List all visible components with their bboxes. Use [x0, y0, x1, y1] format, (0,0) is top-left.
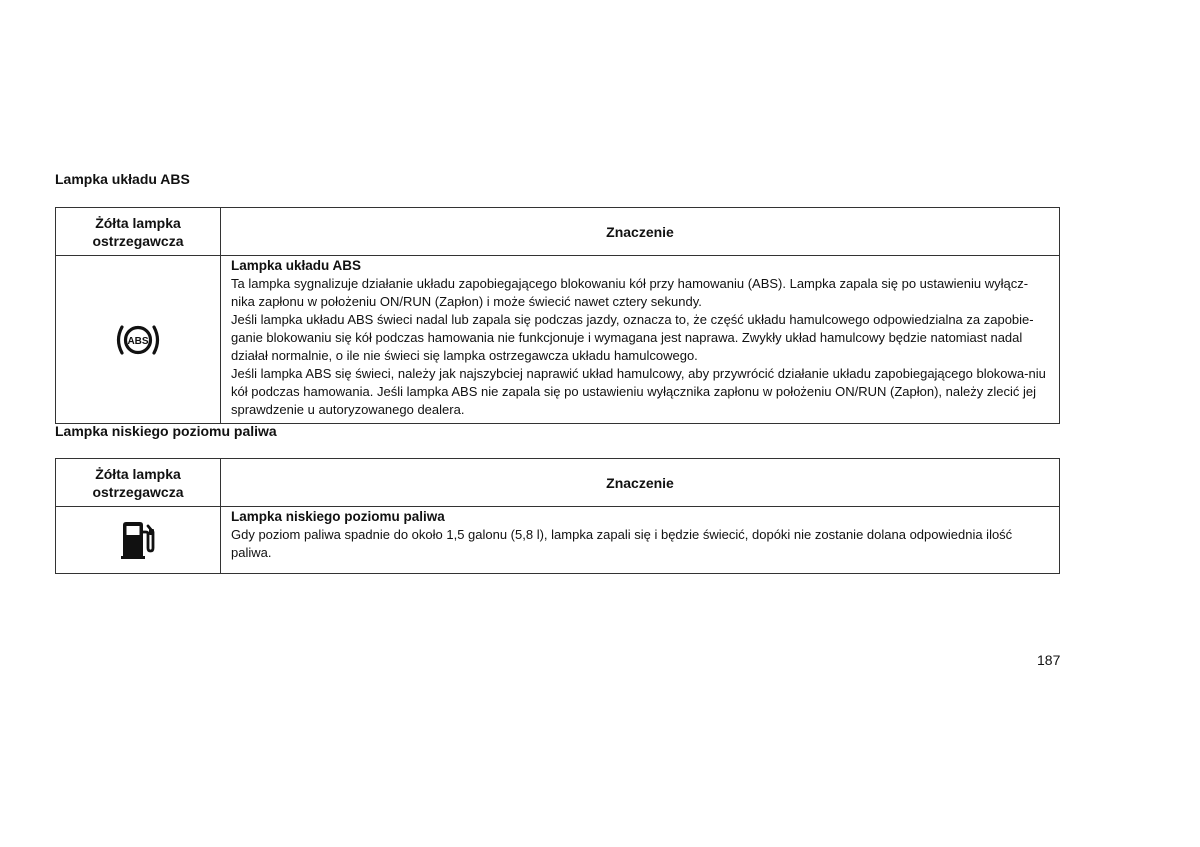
paragraph: Jeśli lampka ABS się świeci, należy jak najszybciej naprawić układ hamulcowy, aby przywrócić działanie układu zapobiegającego blokowa-niu kół podczas hamowania. Jeśli lampka ABS nie zapala się po ustawieniu wyłącznika zapłonu w położeniu ON/RUN (Zapłon), należy zlecić jej sprawdzenie u autoryzowanego dealera.	[231, 366, 1046, 417]
row-title-abs: Lampka układu ABS	[231, 258, 362, 273]
abs-description-cell	[221, 256, 1060, 424]
section-title-fuel: Lampka niskiego poziomu paliwa	[55, 423, 277, 439]
section-title-abs: Lampka układu ABS	[55, 171, 190, 187]
page-number: 187	[1037, 652, 1061, 668]
abs-icon-label: ABS	[127, 335, 149, 347]
header-meaning: Znaczenie	[221, 459, 1060, 507]
table-row	[56, 256, 1060, 424]
table-row	[56, 507, 1060, 574]
fuel-description-cell	[221, 507, 1060, 574]
row-title-fuel: Lampka niskiego poziomu paliwa	[231, 509, 445, 524]
header-meaning: Znaczenie	[221, 208, 1060, 256]
fuel-lamp-table	[55, 458, 1060, 574]
icon-cell	[56, 256, 221, 424]
header-warning-lamp: Żółta lampka ostrzegawcza	[56, 459, 221, 507]
abs-warning-icon	[114, 323, 162, 357]
table-header-row	[56, 208, 1060, 256]
table-header-row	[56, 459, 1060, 507]
paragraph: Jeśli lampka układu ABS świeci nadal lub zapala się podczas jazdy, oznacza to, że część układu hamulcowego odpowiedzialna za zapobie-ganie blokowaniu się kół podczas hamowania nie funkcjonuje i wymagana jest naprawa. Zwykły układ hamulcowy będzie natomiast nadal działał normalnie, o ile nie świeci się lampka ostrzegawcza układu hamulcowego.	[231, 312, 1034, 363]
abs-lamp-table	[55, 207, 1060, 424]
paragraph: Ta lampka sygnalizuje działanie układu zapobiegającego blokowaniu kół przy hamowaniu (ABS). Lampka zapala się po ustawieniu wyłącz-nika zapłonu w położeniu ON/RUN (Zapłon) i może świecić nawet cztery sekundy.	[231, 276, 1029, 309]
icon-cell	[56, 507, 221, 574]
header-warning-lamp: Żółta lampka ostrzegawcza	[56, 208, 221, 256]
paragraph: Gdy poziom paliwa spadnie do około 1,5 galonu (5,8 l), lampka zapali się i będzie świecić, dopóki nie zostanie dolana odpowiednia ilość paliwa.	[231, 527, 1013, 560]
fuel-pump-icon	[118, 520, 158, 560]
